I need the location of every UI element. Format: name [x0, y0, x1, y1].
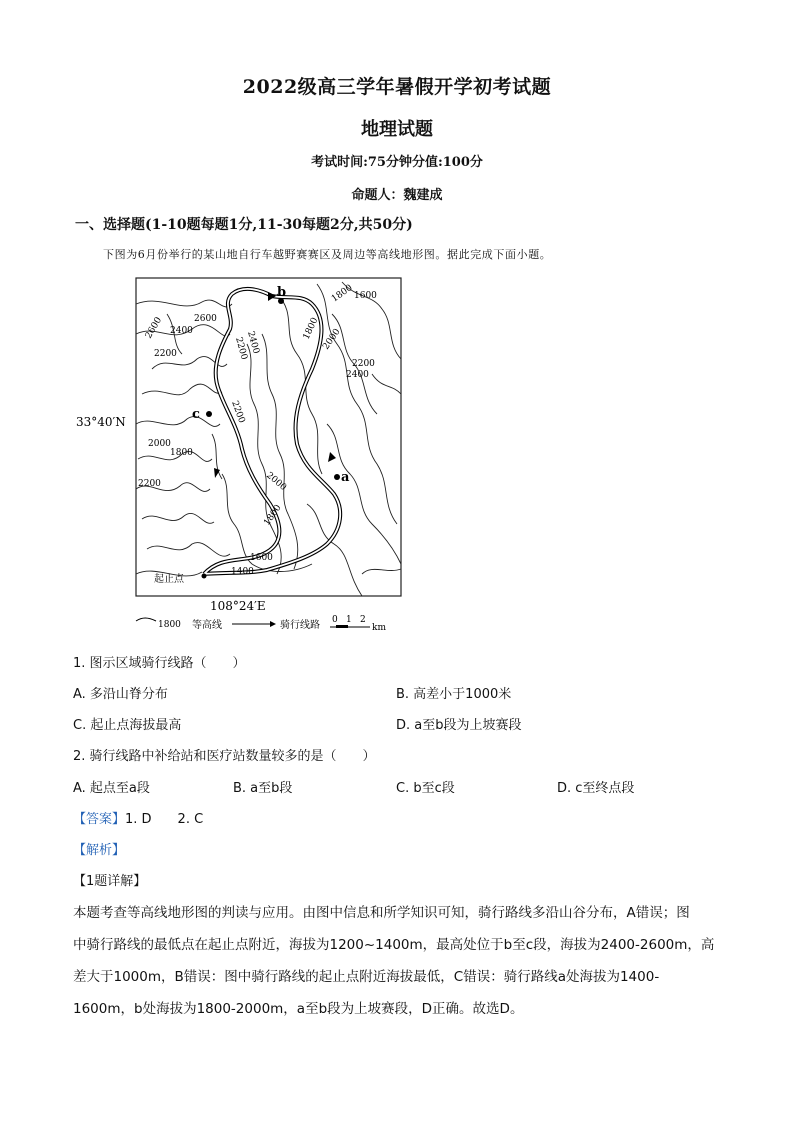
point-a-label: a — [341, 470, 350, 485]
legend-scale-0: 0 — [332, 615, 338, 625]
contour-map — [72, 274, 402, 636]
legend-scale-2: 2 — [360, 615, 366, 625]
contour-label: 2600 — [143, 315, 165, 341]
contour-label: 2200 — [352, 359, 375, 369]
author-line: 命题人：魏建成 — [351, 188, 443, 203]
legend-scale-1: 1 — [346, 615, 352, 625]
analysis-line-3: 差大于1000m，B错误：图中骑行路线的起止点附近海拔最低，C错误：骑行路线a处海拔为1400- — [73, 969, 660, 985]
q2-option-b: B. a至b段 — [233, 781, 293, 796]
legend-contour-label: 等高线 — [192, 620, 222, 631]
analysis-sub-tag: 【1题详解】 — [73, 874, 147, 889]
q1-option-b: B. 高差小于1000米 — [396, 687, 512, 702]
contour-label: 2600 — [194, 314, 217, 324]
contour-label: 2000 — [321, 327, 343, 352]
question-intro: 下图为6月份举行的某山地自行车越野赛赛区及周边等高线地形图。据此完成下面小题。 — [103, 248, 552, 261]
answer-line — [73, 808, 203, 827]
contour-label: 2400 — [170, 326, 193, 336]
question-2-stem: 2. 骑行线路中补给站和医疗站数量较多的是（ ） — [73, 749, 376, 764]
legend-route-label: 骑行线路 — [280, 620, 320, 631]
contour-label: 2200 — [229, 399, 247, 425]
answer-tag: 【答案】 — [73, 812, 126, 827]
contour-label: 2200 — [138, 479, 161, 489]
q1-option-a: A. 多沿山脊分布 — [73, 687, 168, 702]
point-c-label: c — [192, 407, 200, 422]
question-1-stem: 1. 图示区域骑行线路（ ） — [73, 656, 246, 671]
contour-label: 1800 — [301, 316, 321, 342]
contour-label: 2200 — [233, 336, 249, 361]
analysis-line-1: 本题考查等高线地形图的判读与应用。由图中信息和所学知识可知，骑行路线多沿山谷分布，A错误；图 — [73, 905, 690, 921]
contour-label: 1800 — [329, 283, 355, 305]
start-point-label: 起止点 — [154, 574, 184, 585]
contour-label: 1400 — [231, 567, 254, 577]
subject-title: 地理试题 — [361, 119, 433, 140]
q2-option-a: A. 起点至a段 — [73, 781, 150, 796]
contour-label: 1600 — [354, 291, 377, 301]
contour-label: 1800 — [262, 503, 284, 528]
exam-info: 考试时间:75分钟分值:100分 — [311, 155, 483, 170]
section-heading: 一、选择题(1-10题每题1分,11-30每题2分,共50分) — [75, 217, 413, 233]
answer-text: 1. D 2. C — [125, 812, 204, 827]
analysis-line-4: 1600m，b处海拔为1800-2000m，a至b段为上坡赛段，D正确。故选D。 — [73, 1001, 524, 1017]
q2-option-d: D. c至终点段 — [557, 781, 635, 796]
point-b-label: b — [277, 285, 287, 300]
longitude-label: 108°24′E — [210, 599, 266, 613]
contour-label: 2000 — [264, 470, 289, 494]
legend-contour-value: 1800 — [158, 620, 181, 630]
contour-label: 2400 — [245, 330, 261, 355]
legend-scale-unit: km — [372, 623, 386, 633]
analysis-tag: 【解析】 — [73, 843, 126, 858]
exam-title: 2022级高三学年暑假开学初考试题 — [242, 76, 552, 98]
contour-label: 2200 — [154, 349, 177, 359]
contour-label: 2000 — [148, 439, 171, 449]
contour-label: 1600 — [250, 553, 273, 563]
q1-option-d: D. a至b段为上坡赛段 — [396, 718, 522, 733]
contour-label: 2400 — [346, 370, 369, 380]
q1-option-c: C. 起止点海拔最高 — [73, 718, 182, 733]
contour-label: 1800 — [170, 448, 193, 458]
q2-option-c: C. b至c段 — [396, 781, 455, 796]
latitude-label: 33°40′N — [76, 415, 126, 429]
analysis-line-2: 中骑行路线的最低点在起止点附近，海拔为1200~1400m，最高处位于b至c段，海拔为2400-2600m，高 — [73, 937, 715, 953]
